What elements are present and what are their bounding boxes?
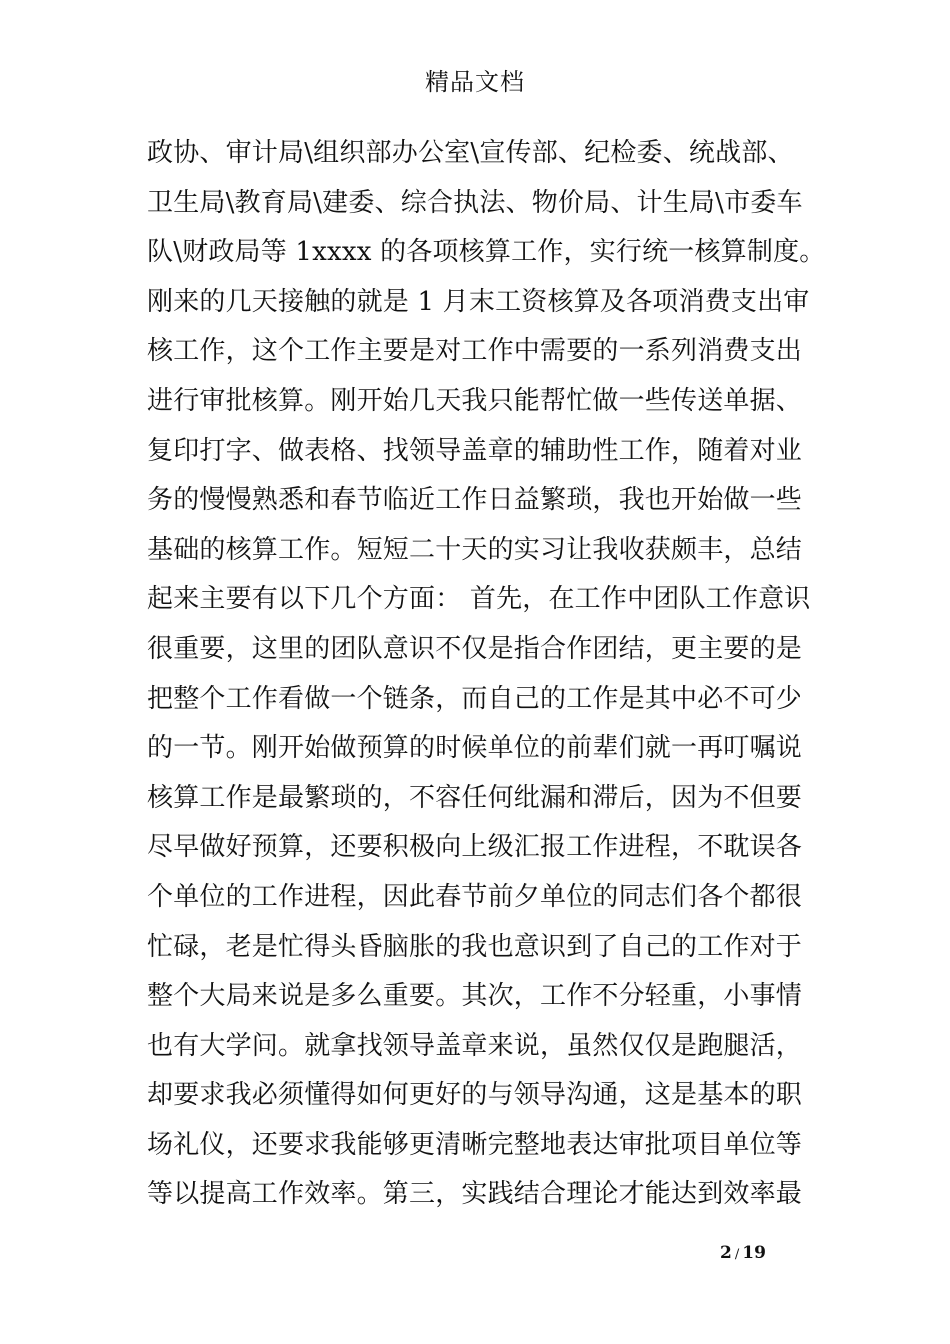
- body-line: 个单位的工作进程，因此春节前夕单位的同志们各个都很: [147, 881, 803, 912]
- body-line: 刚来的几天接触的就是 1 月末工资核算及各项消费支出审: [147, 286, 810, 317]
- body-line: 基础的核算工作。短短二十天的实习让我收获颇丰，总结: [147, 534, 803, 565]
- body-line: 整个大局来说是多么重要。其次，工作不分轻重，小事情: [147, 981, 803, 1012]
- body-line: 把整个工作看做一个链条，而自己的工作是其中必不可少: [147, 683, 803, 714]
- body-line: 等以提高工作效率。第三，实践结合理论才能达到效率最: [147, 1179, 803, 1210]
- current-page-number: 2: [720, 1243, 732, 1263]
- body-line: 复印打字、做表格、找领导盖章的辅助性工作，随着对业: [147, 435, 803, 466]
- page-separator: /: [734, 1247, 740, 1262]
- body-line: 队\财政局等 1xxxx 的各项核算工作，实行统一核算制度。: [147, 237, 826, 268]
- body-line: 却要求我必须懂得如何更好的与领导沟通，这是基本的职: [147, 1080, 803, 1111]
- body-line: 的一节。刚开始做预算的时候单位的前辈们就一再叮嘱说: [147, 733, 803, 764]
- body-line: 核工作，这个工作主要是对工作中需要的一系列消费支出: [147, 336, 803, 367]
- body-line: 很重要，这里的团队意识不仅是指合作团结，更主要的是: [147, 633, 803, 664]
- body-line: 务的慢慢熟悉和春节临近工作日益繁琐，我也开始做一些: [147, 485, 803, 516]
- page-header-title: 精品文档: [425, 68, 525, 96]
- body-line: 起来主要有以下几个方面： 首先，在工作中团队工作意识: [147, 584, 811, 615]
- body-line: 场礼仪，还要求我能够更清晰完整地表达审批项目单位等: [147, 1129, 803, 1160]
- document-body: [147, 129, 826, 1220]
- body-line: 也有大学问。就拿找领导盖章来说，虽然仅仅是跑腿活，: [147, 1030, 803, 1061]
- body-line: 忙碌，老是忙得头昏脑胀的我也意识到了自己的工作对于: [147, 931, 803, 962]
- body-line: 卫生局\教育局\建委、综合执法、物价局、计生局\市委车: [147, 187, 803, 218]
- body-line: 核算工作是最繁琐的，不容任何纰漏和滞后，因为不但要: [147, 782, 803, 813]
- body-line: 尽早做好预算，还要积极向上级汇报工作进程，不耽误各: [147, 832, 803, 863]
- total-pages-number: 19: [742, 1243, 766, 1263]
- page-number: [720, 1242, 800, 1266]
- body-line: 进行审批核算。刚开始几天我只能帮忙做一些传送单据、: [147, 385, 803, 416]
- body-line: 政协、审计局\组织部办公室\宣传部、纪检委、统战部、: [147, 138, 794, 168]
